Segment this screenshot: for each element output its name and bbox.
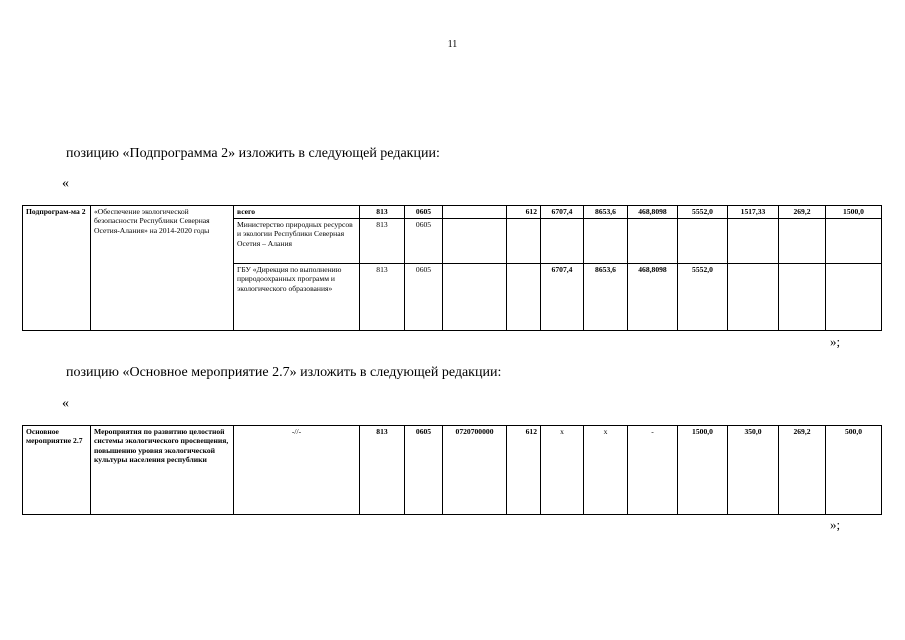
value-cell: 6707,4: [541, 264, 584, 331]
vr-cell: [507, 264, 541, 331]
value-cell: х: [584, 426, 628, 515]
value-cell: 468,8098: [628, 206, 678, 219]
value-cell: 350,0: [728, 426, 779, 515]
value-cell: [826, 264, 882, 331]
csr-cell: 0720700000: [443, 426, 507, 515]
value-cell: 269,2: [779, 426, 826, 515]
csr-cell: [443, 206, 507, 219]
instruction-paragraph-2: позицию «Основное мероприятие 2.7» изложить в следующей редакции:: [66, 365, 502, 380]
executor-cell: Министерство природных ресурсов и экологии Республики Северная Осетия – Алания: [234, 219, 360, 264]
executor-cell: ГБУ «Дирекция по выполнению природоохранных программ и экологического образования»: [234, 264, 360, 331]
value-cell: [779, 264, 826, 331]
rzpr-cell: 0605: [405, 219, 443, 264]
grbs-cell: 813: [360, 206, 405, 219]
executor-cell: всего: [234, 206, 360, 219]
close-quote-1: »;: [830, 334, 841, 349]
value-cell: 6707,4: [541, 206, 584, 219]
close-quote-2: »;: [830, 517, 841, 532]
row-label: Основное мероприятие 2.7: [23, 426, 91, 515]
grbs-cell: 813: [360, 264, 405, 331]
grbs-cell: 813: [360, 426, 405, 515]
table-row: [23, 206, 882, 219]
value-cell: -: [628, 426, 678, 515]
value-cell: 468,8098: [628, 264, 678, 331]
value-cell: [728, 219, 779, 264]
rzpr-cell: 0605: [405, 264, 443, 331]
value-cell: х: [541, 426, 584, 515]
row-label: Подпрограм-ма 2: [23, 206, 91, 331]
value-cell: [541, 219, 584, 264]
vr-cell: 612: [507, 206, 541, 219]
value-cell: 5552,0: [678, 206, 728, 219]
value-cell: [628, 219, 678, 264]
vr-cell: [507, 219, 541, 264]
value-cell: 1500,0: [826, 206, 882, 219]
page-number: 11: [447, 39, 458, 50]
value-cell: 500,0: [826, 426, 882, 515]
measure-name: Мероприятия по развитию целостной системы экологического просвещения, повышению уровня экологической культуры населения республики: [91, 426, 234, 515]
csr-cell: [443, 219, 507, 264]
value-cell: [826, 219, 882, 264]
value-cell: 8653,6: [584, 264, 628, 331]
vr-cell: 612: [507, 426, 541, 515]
value-cell: 1500,0: [678, 426, 728, 515]
subprogram-2-table: [22, 205, 882, 331]
value-cell: [678, 219, 728, 264]
open-quote-1: «: [62, 176, 69, 191]
rzpr-cell: 0605: [405, 426, 443, 515]
table-row: [23, 426, 882, 515]
value-cell: [584, 219, 628, 264]
value-cell: 269,2: [779, 206, 826, 219]
value-cell: 5552,0: [678, 264, 728, 331]
value-cell: [779, 219, 826, 264]
grbs-cell: 813: [360, 219, 405, 264]
value-cell: 1517,33: [728, 206, 779, 219]
program-name: «Обеспечение экологической безопасности Республики Северная Осетия-Алания» на 2014-2020 годы: [91, 206, 234, 331]
value-cell: [728, 264, 779, 331]
rzpr-cell: 0605: [405, 206, 443, 219]
instruction-paragraph-1: позицию «Подпрограмма 2» изложить в следующей редакции:: [66, 146, 440, 161]
measure-2-7-table: [22, 425, 882, 515]
open-quote-2: «: [62, 396, 69, 411]
csr-cell: [443, 264, 507, 331]
value-cell: 8653,6: [584, 206, 628, 219]
executor-cell: -//-: [234, 426, 360, 515]
